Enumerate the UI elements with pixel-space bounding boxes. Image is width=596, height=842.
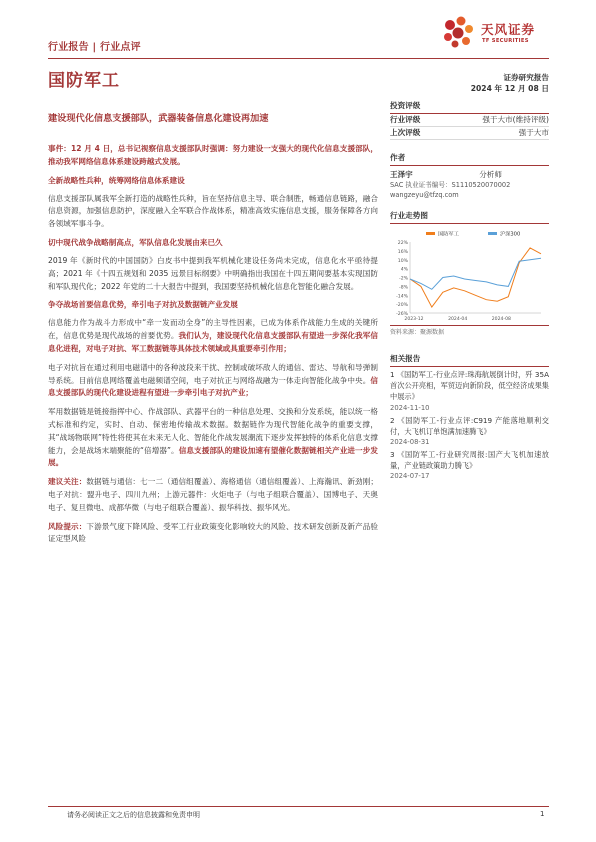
y-tick-label: -2% bbox=[399, 276, 408, 282]
datalink-text-a: 军用数据链是链接指挥中心、作战部队、武器平台的一种信息处理、交换和分发系统，能以统一格式标准和约定，实时、自动、保密地传输战术数据。数据链作为现代智能化战争的重要支撑，其“战场物联网”特性将使其在未来无人化、智能化作战发展潮流下逐步发挥独特的体系化信息支撑能力，会是战场末端聚能的“倍增器”。 bbox=[48, 407, 378, 455]
chart-source: 资料来源：聚源数据 bbox=[390, 325, 549, 337]
risk-text: 下游景气度下降风险、受军工行业政策变化影响较大的风险、技术研发创新及新产品验证定型风险 bbox=[48, 521, 379, 544]
page-number: 1 bbox=[540, 810, 545, 818]
y-tick-label: 4% bbox=[400, 267, 408, 273]
electronic-warfare-paragraph bbox=[48, 362, 378, 400]
related-report[interactable]: 2 《国防军工-行业点评:C919 产能落地顺利交付，大飞机订单饱满加速腾飞》 bbox=[390, 415, 549, 436]
analyst-cert: SAC 执业证书编号：S1110520070002 bbox=[390, 181, 511, 189]
sidebar bbox=[390, 72, 549, 481]
related-date: 2024-07-17 bbox=[390, 472, 430, 481]
risk-paragraph bbox=[48, 521, 378, 547]
rating-heading: 投资评级 bbox=[390, 100, 549, 114]
related-date: 2024-11-10 bbox=[390, 403, 430, 412]
x-tick-label: 2023-12 bbox=[404, 317, 424, 322]
x-tick-label: 2024-04 bbox=[448, 317, 468, 322]
section-text-3a: 信息能力作为战斗力形成中“牵一发而动全身”的主导性因素，已成为体系作战能力生成的关键所在，信息优势是现代战场的首要优势。 bbox=[48, 318, 378, 341]
footer-divider bbox=[48, 806, 549, 807]
legend-label: 国防军工 bbox=[438, 231, 459, 238]
ew-text-a: 电子对抗旨在通过利用电磁谱中的各种波段来干扰、控制或破坏敌人的通信、雷达、导航和导弹制导系统。目前信息网络覆盖电磁频谱空间，电子对抗正与网络战融为一体走向智能化战争中央。 bbox=[48, 362, 378, 385]
logo-text-en: TF SECURITIES bbox=[482, 38, 529, 44]
legend-label: 沪深300 bbox=[500, 231, 521, 238]
related-list bbox=[390, 369, 549, 481]
advice-paragraph bbox=[48, 476, 378, 514]
logo-text-cn: 天风证券 bbox=[481, 22, 536, 37]
section-text-3 bbox=[48, 317, 378, 355]
report-subtitle: 建设现代化信息支援部队，武器装备信息化建设再加速 bbox=[48, 113, 269, 124]
event-label: 事件： bbox=[48, 144, 71, 153]
section-title-1: 全新战略性兵种，统筹网络信息体系建设 bbox=[48, 175, 185, 185]
analyst-role: 分析师 bbox=[479, 170, 502, 179]
legend-swatch bbox=[488, 232, 497, 235]
footer-disclaimer: 请务必阅读正文之后的信息披露和免责申明 bbox=[67, 811, 200, 819]
y-tick-label: -8% bbox=[399, 285, 408, 291]
analyst-email[interactable]: wangzeyu@tfzq.com bbox=[390, 191, 459, 199]
main-body bbox=[48, 143, 378, 552]
x-tick-label: 2024-08 bbox=[491, 317, 511, 322]
analyst-row bbox=[390, 169, 502, 180]
trend-chart bbox=[390, 228, 549, 323]
advice-label: 建议关注： bbox=[48, 477, 87, 487]
related-report[interactable]: 3 《国防军工-行业研究周报:国产大飞机加速放量，产业链政策助力腾飞》 bbox=[390, 450, 549, 471]
datalink-text-b: 信息支援部队的建设加速有望催化数据链相关产业进一步发展。 bbox=[48, 445, 378, 468]
related-date: 2024-08-31 bbox=[390, 438, 430, 447]
industry-title: 国防军工 bbox=[48, 71, 120, 91]
ew-text-b: 信息支援部队的现代化建设进程有望进一步牵引电子对抗产业； bbox=[48, 375, 378, 398]
section-title-3: 争夺战场首要信息优势，牵引电子对抗及数据链产业发展 bbox=[48, 300, 238, 310]
advice-text: 数据链与通信：七一二（通信组覆盖）、海格通信（通信组覆盖）、上海瀚讯、新劲刚；电子对抗：盟升电子、四川九州；上游元器件：火炬电子（与电子组联合覆盖）、国博电子、天奥电子、复旦微电、成都华微（与电子组联合覆盖）、振华科技、振华风光。 bbox=[48, 477, 378, 512]
rating-label: 行业评级 bbox=[390, 115, 421, 124]
rating-value: 强于大市 bbox=[518, 128, 549, 137]
y-tick-label: -14% bbox=[396, 294, 408, 300]
rating-label: 上次评级 bbox=[390, 128, 421, 137]
y-tick-label: -26% bbox=[396, 312, 408, 317]
report-category: 行业报告 | 行业点评 bbox=[48, 42, 141, 53]
company-logo bbox=[441, 14, 549, 52]
series-line-1 bbox=[410, 258, 541, 289]
series-line-0 bbox=[410, 248, 541, 307]
header-divider bbox=[48, 58, 549, 59]
rating-value: 强于大市(维持评级) bbox=[482, 115, 549, 124]
related-heading: 相关报告 bbox=[390, 353, 549, 367]
related-report[interactable]: 1 《国防军工-行业点评:珠海航展倒计时，歼 35A 首次公开亮相，军贸迈向新阶段，低空经济成果集中展示》 bbox=[390, 370, 549, 402]
y-tick-label: -20% bbox=[396, 303, 408, 309]
legend-swatch bbox=[426, 232, 435, 235]
rating-row bbox=[390, 114, 549, 127]
trend-chart-svg bbox=[390, 228, 549, 323]
y-tick-label: 10% bbox=[397, 258, 408, 264]
section-text-1: 信息支援部队属我军全新打造的战略性兵种，旨在坚持信息主导、联合制胜，畅通信息链路，融合信息资源，加强信息防护，深度融入全军联合作战体系，精准高效实施信息支援，服务保障各方向各领域军事斗争。 bbox=[48, 193, 378, 229]
rating-row bbox=[390, 127, 549, 140]
section-text-2: 2019 年《新时代的中国国防》白皮书中提到我军机械化建设任务尚未完成，信息化水平亟待提高；2021 年《十四五规划和 2035 远景目标纲要》中明确指出我国在十四五期间要基本实现国防和军队现代化；2022 年党的二十大报告中提到，我国要坚持机械化信息化智能化融合发展。 bbox=[48, 255, 378, 291]
risk-label: 风险提示： bbox=[48, 521, 87, 531]
y-tick-label: 16% bbox=[397, 249, 408, 255]
logo-mark-icon bbox=[441, 16, 477, 50]
trend-heading: 行业走势图 bbox=[390, 210, 549, 224]
section-text-3b: 我们认为，建设现代化信息支援部队有望进一步深化我军信息化进程，对电子对抗、军工数据链等具体技术领域或具重要牵引作用； bbox=[48, 331, 378, 353]
report-type: 证券研究报告 bbox=[503, 73, 549, 82]
author-heading: 作者 bbox=[390, 152, 549, 166]
y-tick-label: 22% bbox=[397, 241, 408, 246]
report-date: 2024 年 12 月 08 日 bbox=[470, 84, 549, 93]
event-text: 12 月 4 日，总书记视察信息支援部队时强调：努力建设一支强大的现代化信息支援部队，推动我军网络信息体系建设跨越式发展。 bbox=[48, 144, 379, 166]
datalink-paragraph bbox=[48, 406, 378, 470]
section-title-2: 切中现代战争战略制高点，军队信息化发展由来已久 bbox=[48, 237, 223, 247]
event-paragraph bbox=[48, 143, 378, 169]
analyst-name: 王泽宇 bbox=[390, 170, 413, 179]
